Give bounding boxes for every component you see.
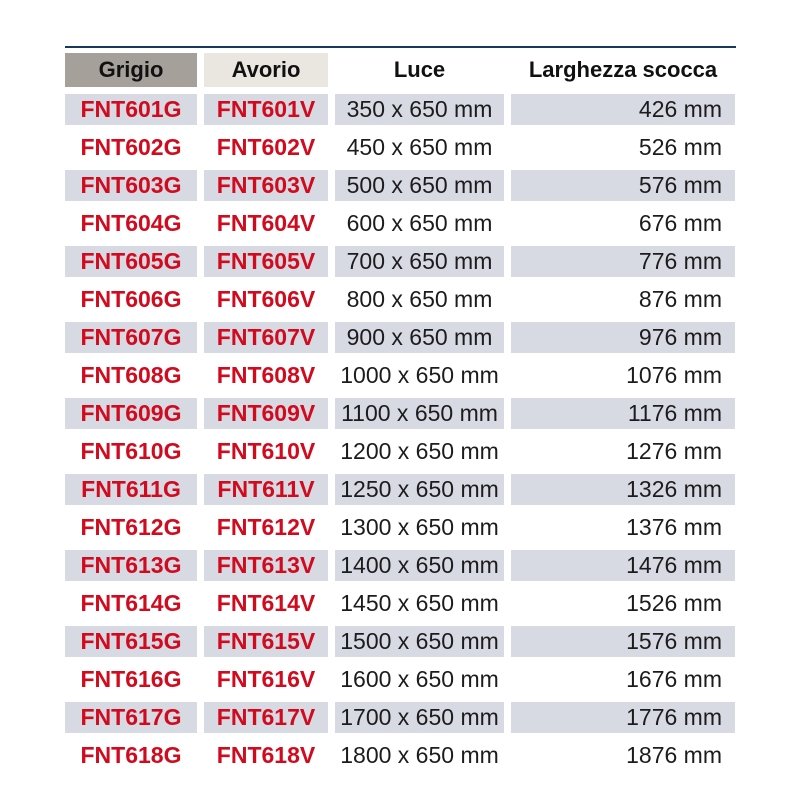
larghezza_scocca-value: 1076 mm (626, 362, 722, 388)
larghezza_scocca-value: 1876 mm (626, 742, 722, 768)
luce-value: 350 x 650 mm (335, 94, 504, 125)
product-code-grigio: FNT611G (65, 474, 197, 505)
luce-value: 1450 x 650 mm (340, 590, 499, 616)
luce-value: 900 x 650 mm (335, 322, 504, 353)
product-code-grigio: FNT603G (65, 170, 197, 201)
product-code-avorio: FNT605V (204, 246, 328, 277)
product-code-grigio: FNT609G (65, 398, 197, 429)
product-code-avorio: FNT614V (216, 590, 316, 616)
product-code-grigio: FNT616G (80, 666, 182, 692)
larghezza_scocca-value: 1326 mm (511, 474, 735, 505)
product-code-avorio: FNT608V (216, 362, 316, 388)
product-code-grigio: FNT618G (80, 742, 182, 768)
larghezza_scocca-value: 526 mm (638, 134, 722, 160)
product-code-avorio: FNT616V (216, 666, 316, 692)
larghezza_scocca-value: 876 mm (638, 286, 722, 312)
larghezza_scocca-value: 1276 mm (626, 438, 722, 464)
product-code-grigio: FNT612G (80, 514, 182, 540)
luce-value: 450 x 650 mm (346, 134, 493, 160)
larghezza_scocca-value: 1576 mm (511, 626, 735, 657)
luce-value: 1200 x 650 mm (340, 438, 499, 464)
product-code-grigio: FNT610G (80, 438, 182, 464)
larghezza_scocca-value: 426 mm (511, 94, 735, 125)
product-code-grigio: FNT615G (65, 626, 197, 657)
product-code-avorio: FNT615V (204, 626, 328, 657)
luce-value: 1100 x 650 mm (335, 398, 504, 429)
column-header-avorio: Avorio (204, 53, 328, 87)
larghezza_scocca-value: 576 mm (511, 170, 735, 201)
product-code-avorio: FNT607V (204, 322, 328, 353)
larghezza_scocca-value: 1376 mm (626, 514, 722, 540)
product-code-avorio: FNT613V (204, 550, 328, 581)
luce-value: 800 x 650 mm (346, 286, 493, 312)
product-code-avorio: FNT606V (216, 286, 316, 312)
product-code-grigio: FNT605G (65, 246, 197, 277)
product-code-grigio: FNT617G (65, 702, 197, 733)
larghezza_scocca-value: 1176 mm (511, 398, 735, 429)
larghezza_scocca-value: 776 mm (511, 246, 735, 277)
luce-value: 1300 x 650 mm (340, 514, 499, 540)
larghezza_scocca-value: 1476 mm (511, 550, 735, 581)
luce-value: 1800 x 650 mm (340, 742, 499, 768)
luce-value: 1700 x 650 mm (335, 702, 504, 733)
product-code-avorio: FNT601V (204, 94, 328, 125)
column-header-larghezza-scocca: Larghezza scocca (528, 57, 718, 82)
product-code-avorio: FNT602V (216, 134, 316, 160)
luce-value: 700 x 650 mm (335, 246, 504, 277)
product-code-avorio: FNT611V (204, 474, 328, 505)
product-code-avorio: FNT609V (204, 398, 328, 429)
larghezza_scocca-value: 1526 mm (626, 590, 722, 616)
product-code-avorio: FNT618V (216, 742, 316, 768)
luce-value: 1000 x 650 mm (340, 362, 499, 388)
table-top-rule (65, 46, 736, 48)
product-code-avorio: FNT610V (216, 438, 316, 464)
product-code-grigio: FNT607G (65, 322, 197, 353)
product-code-avorio: FNT604V (216, 210, 316, 236)
luce-value: 1500 x 650 mm (335, 626, 504, 657)
product-code-grigio: FNT606G (80, 286, 182, 312)
larghezza_scocca-value: 676 mm (638, 210, 722, 236)
product-code-grigio: FNT601G (65, 94, 197, 125)
luce-value: 500 x 650 mm (335, 170, 504, 201)
luce-value: 1250 x 650 mm (335, 474, 504, 505)
catalog-page (65, 46, 736, 771)
luce-value: 1400 x 650 mm (335, 550, 504, 581)
column-header-luce: Luce (393, 57, 446, 82)
larghezza_scocca-value: 976 mm (511, 322, 735, 353)
product-code-avorio: FNT603V (204, 170, 328, 201)
product-spec-table (65, 53, 736, 771)
product-code-avorio: FNT612V (216, 514, 316, 540)
column-header-grigio: Grigio (65, 53, 197, 87)
luce-value: 600 x 650 mm (346, 210, 493, 236)
product-code-grigio: FNT608G (80, 362, 182, 388)
product-code-grigio: FNT614G (80, 590, 182, 616)
larghezza_scocca-value: 1676 mm (626, 666, 722, 692)
product-code-grigio: FNT602G (80, 134, 182, 160)
product-code-grigio: FNT604G (80, 210, 182, 236)
product-code-avorio: FNT617V (204, 702, 328, 733)
product-code-grigio: FNT613G (65, 550, 197, 581)
larghezza_scocca-value: 1776 mm (511, 702, 735, 733)
luce-value: 1600 x 650 mm (340, 666, 499, 692)
